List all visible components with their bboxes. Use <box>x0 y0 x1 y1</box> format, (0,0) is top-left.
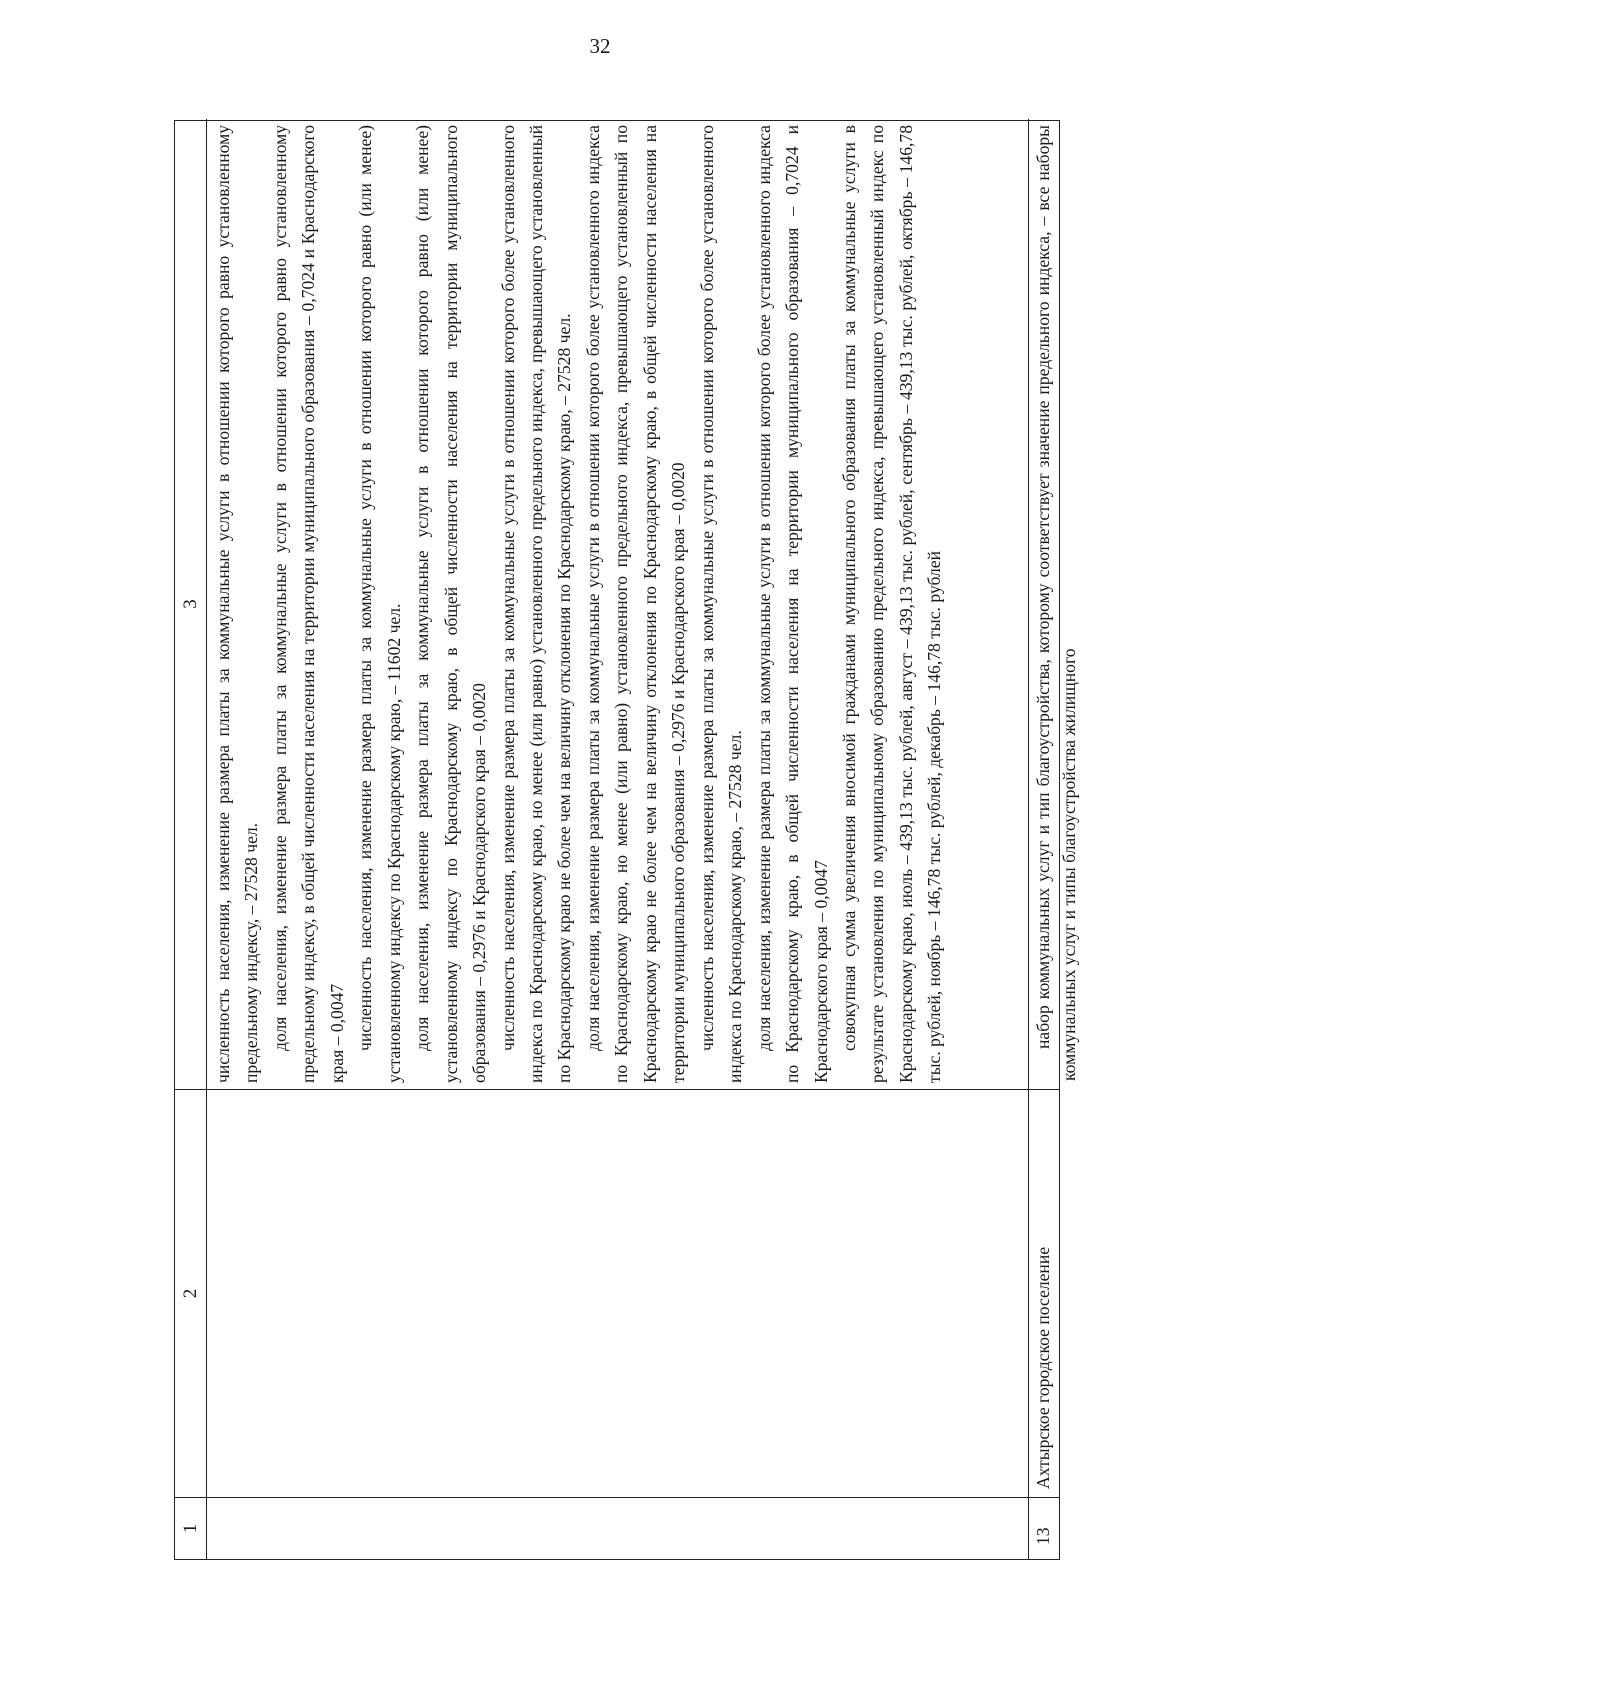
paragraph: численность населения, изменение размера платы за коммунальные услуги в отношении которого равно установленному предельному индексу, – 27528 чел. <box>213 125 262 1083</box>
paragraph: доля населения, изменение размера платы за коммунальные услуги в отношении которого более установленного индекса по Краснодарскому краю, но менее (или равно) установленного предельного индекса, превышающего установленный по Краснодарскому краю не более чем на величину отклонения по Краснодарскому краю, в общей численности населения на территории муниципального образования – 0,2976 и Краснодарского края – 0,0020 <box>582 125 689 1083</box>
paragraph: численность населения, изменение размера платы за коммунальные услуги в отношении которого более установленного индекса по Краснодарскому краю, – 27528 чел. <box>696 125 746 1083</box>
rotated-table-frame <box>174 120 1614 1545</box>
header-col-1: 1 <box>175 1497 207 1559</box>
page-number: 32 <box>589 34 611 58</box>
row-13-text <box>1029 119 1079 1089</box>
paragraph: численность населения, изменение размера платы за коммунальные услуги в отношении которого более установленного индекса по Краснодарскому краю, но менее (или равно) установленного предельного индекса, превышающего установленный по Краснодарскому краю не более чем на величину отклонения по Краснодарскому краю, – 27528 чел. <box>497 125 575 1083</box>
paragraph: доля населения, изменение размера платы за коммунальные услуги в отношении которого равно (или менее) установленному индексу по Краснодарскому краю, в общей численности населения на территории муниципального образования – 0,2976 и Краснодарского края – 0,0020 <box>412 125 490 1083</box>
row-13-paragraph: набор коммунальных услуг и тип благоустройства, которому соответствует значение предельного индекса, – все наборы коммунальных услуг и типы благоустройства жилищного <box>1033 125 1079 1081</box>
row-13-num: 13 <box>1029 1497 1059 1559</box>
header-col-2: 2 <box>175 1089 207 1497</box>
paragraph: совокупная сумма увеличения вносимой гражданами муниципального образования платы за коммунальные услуги в результате установления по муниципальному образованию предельного индекса, превышающего установленный индекс по Краснодарскому краю, июль – 439,13 тыс. рублей, август – 439,13 тыс. рублей, сентябрь – 439,13 тыс. рублей, октябрь – 146,78 тыс. рублей, ноябрь – 146,78 тыс. рублей, декабрь – 146,78 тыс. рублей <box>838 125 945 1083</box>
row-13-name: Ахтырское городское поселение <box>1029 1089 1059 1497</box>
paragraph: численность населения, изменение размера платы за коммунальные услуги в отношении которого равно (или менее) установленному индексу по Краснодарскому краю, – 11602 чел. <box>355 125 404 1083</box>
data-table <box>174 120 1079 1560</box>
cont-row-name <box>207 1089 1029 1497</box>
cont-row-num <box>207 1497 1029 1559</box>
header-col-3: 3 <box>175 119 207 1089</box>
paragraph: доля населения, изменение размера платы за коммунальные услуги в отношении которого равно установленному предельному индексу, в общей численности населения на территории муниципального образования – 0,7024 и Краснодарского края – 0,0047 <box>269 125 347 1083</box>
cont-row-text <box>207 119 1029 1089</box>
paragraph: доля населения, изменение размера платы за коммунальные услуги в отношении которого более установленного индекса по Краснодарскому краю, в общей численности населения на территории муниципального образования – 0,7024 и Краснодарского края – 0,0047 <box>753 125 831 1083</box>
